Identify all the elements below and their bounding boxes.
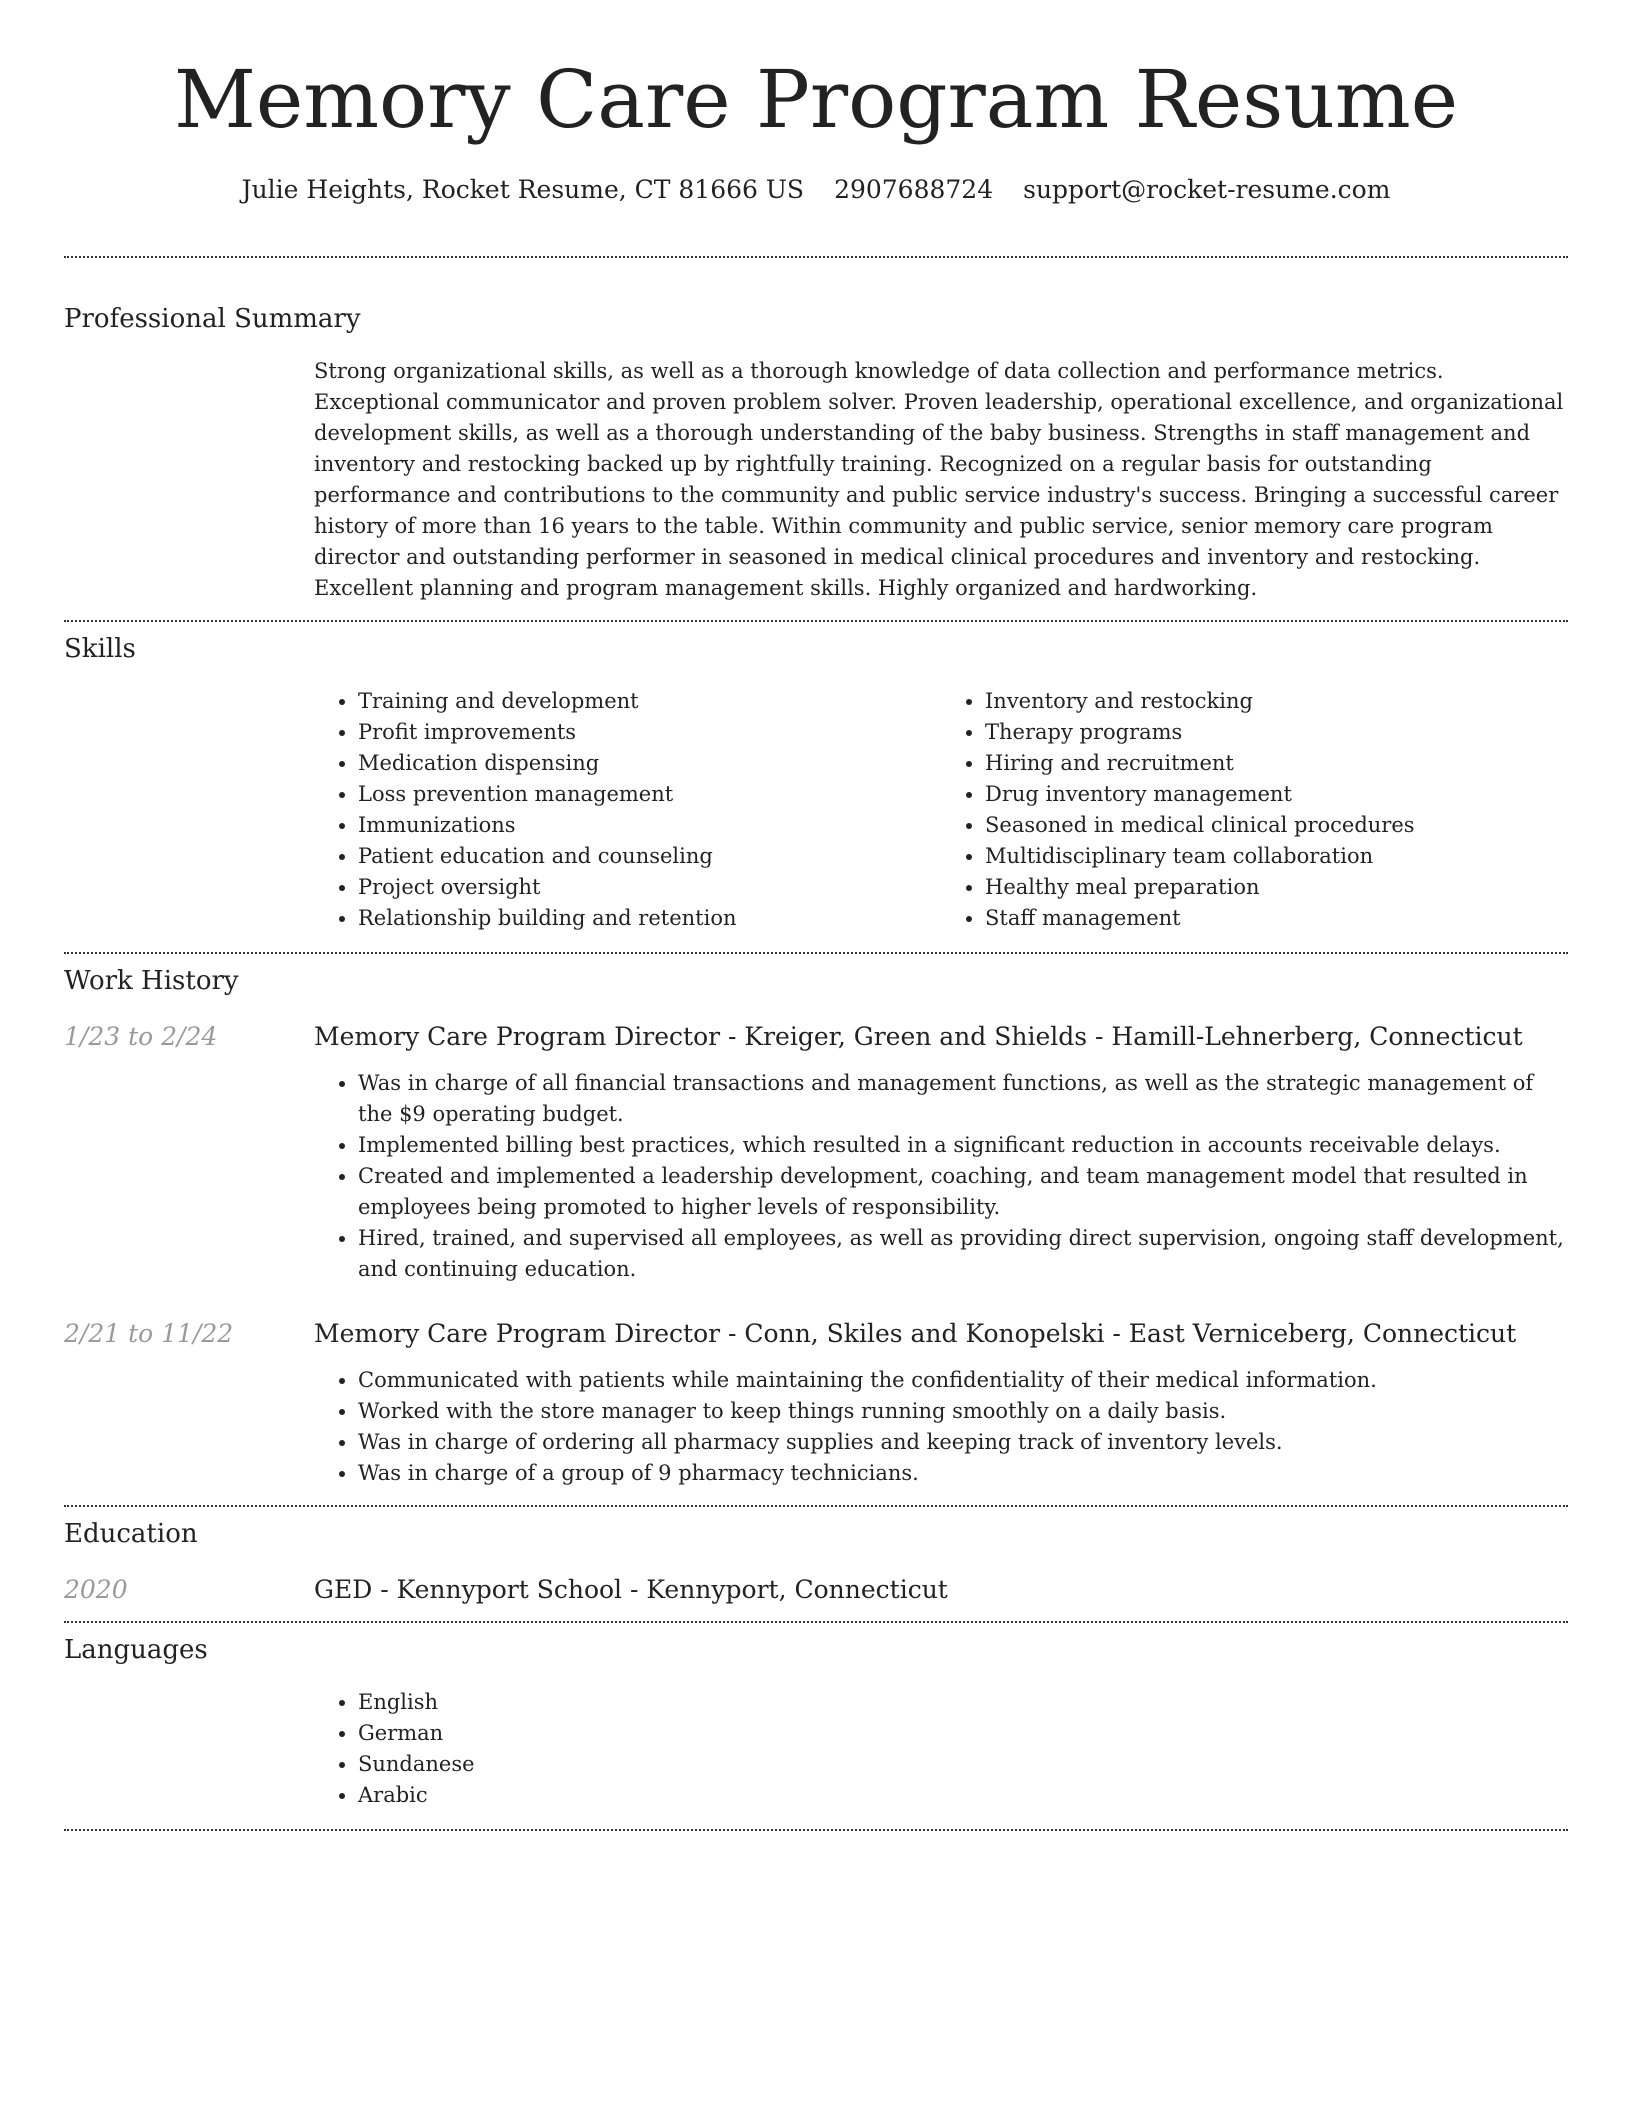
education-entry	[64, 1573, 1568, 1607]
list-item: • Implemented billing best practices, which resulted in a significant reduction in accounts receivable delays.	[358, 1130, 1568, 1161]
contact-phone: 2907688724	[834, 175, 994, 204]
list-item: • Created and implemented a leadership development, coaching, and team management model that resulted in employees being promoted to higher levels of responsibility.	[358, 1161, 1568, 1223]
job-details	[314, 1020, 1568, 1285]
education-heading: Education	[64, 1519, 198, 1549]
list-item: • Healthy meal preparation	[985, 872, 1568, 903]
list-item: • Relationship building and retention	[358, 903, 941, 934]
education-section	[64, 1507, 1568, 1607]
list-item: • Medication dispensing	[358, 748, 941, 779]
skills-section	[64, 622, 1568, 934]
list-item: • Arabic	[358, 1780, 1568, 1811]
list-item: • Sundanese	[358, 1749, 1568, 1780]
job-entry	[64, 1317, 1568, 1489]
skills-column-left	[314, 686, 941, 934]
list-item: • Was in charge of all financial transactions and management functions, as well as the strategic management of the $9 operating budget.	[358, 1068, 1568, 1130]
job-bullets	[314, 1068, 1568, 1285]
job-date: 1/23 to 2/24	[64, 1022, 218, 1051]
list-item: • Immunizations	[358, 810, 941, 841]
work-section	[64, 954, 1568, 1489]
education-title: GED - Kennyport School - Kennyport, Connecticut	[314, 1575, 948, 1604]
list-item: • Drug inventory management	[985, 779, 1568, 810]
job-date: 2/21 to 11/22	[64, 1319, 234, 1348]
resume-header	[64, 0, 1568, 206]
contact-address: Julie Heights, Rocket Resume, CT 81666 US	[241, 175, 805, 204]
job-entry	[64, 1020, 1568, 1285]
divider	[64, 1829, 1568, 1831]
list-item: • Inventory and restocking	[985, 686, 1568, 717]
job-title: Memory Care Program Director - Kreiger, Green and Shields - Hamill-Lehnerberg, Connecticut	[314, 1022, 1523, 1051]
list-item: • Training and development	[358, 686, 941, 717]
list-item: • Multidisciplinary team collaboration	[985, 841, 1568, 872]
list-item: • Therapy programs	[985, 717, 1568, 748]
summary-heading: Professional Summary	[64, 304, 361, 334]
list-item: • Project oversight	[358, 872, 941, 903]
education-date: 2020	[64, 1575, 128, 1604]
skills-column-right	[941, 686, 1568, 934]
list-item: • German	[358, 1718, 1568, 1749]
list-item: • Was in charge of a group of 9 pharmacy technicians.	[358, 1458, 1568, 1489]
list-item: • Communicated with patients while maintaining the confidentiality of their medical information.	[358, 1365, 1568, 1396]
education-details	[314, 1573, 1568, 1607]
job-details	[314, 1317, 1568, 1489]
languages-section	[64, 1623, 1568, 1811]
contact-email: support@rocket-resume.com	[1023, 175, 1391, 204]
list-item: • Loss prevention management	[358, 779, 941, 810]
skills-heading: Skills	[64, 634, 136, 664]
languages-body	[314, 1687, 1568, 1811]
summary-body	[314, 356, 1568, 604]
resume-page	[64, 0, 1568, 1831]
summary-section	[64, 258, 1568, 604]
list-item: • Was in charge of ordering all pharmacy supplies and keeping track of inventory levels.	[358, 1427, 1568, 1458]
list-item: • Patient education and counseling	[358, 841, 941, 872]
work-heading: Work History	[64, 966, 239, 996]
summary-text: Strong organizational skills, as well as a thorough knowledge of data collection and performance metrics. Exceptional communicator and proven problem solver. Proven leadership, operational excellence, and organizational development skills, as well as a thorough understanding of the baby business. Strengths in staff management and inventory and restocking backed up by rightfully training. Recognized on a regular basis for outstanding performance and contributions to the community and public service industry's success. Bringing a successful career history of more than 16 years to the table. Within community and public service, senior memory care program director and outstanding performer in seasoned in medical clinical procedures and inventory and restocking. Excellent planning and program management skills. Highly organized and hardworking.	[314, 359, 1564, 600]
list-item: • English	[358, 1687, 1568, 1718]
list-item: • Hired, trained, and supervised all employees, as well as providing direct supervision, ongoing staff development, and continuing education.	[358, 1223, 1568, 1285]
contact-line	[64, 174, 1568, 206]
languages-heading: Languages	[64, 1635, 208, 1665]
skills-list	[314, 686, 1568, 934]
list-item: • Seasoned in medical clinical procedures	[985, 810, 1568, 841]
list-item: • Profit improvements	[358, 717, 941, 748]
job-title: Memory Care Program Director - Conn, Skiles and Konopelski - East Verniceberg, Connecticut	[314, 1319, 1517, 1348]
list-item: • Hiring and recruitment	[985, 748, 1568, 779]
job-bullets	[314, 1365, 1568, 1489]
list-item: • Worked with the store manager to keep things running smoothly on a daily basis.	[358, 1396, 1568, 1427]
languages-list	[314, 1687, 1568, 1811]
list-item: • Staff management	[985, 903, 1568, 934]
page-title: Memory Care Program Resume	[173, 53, 1459, 146]
